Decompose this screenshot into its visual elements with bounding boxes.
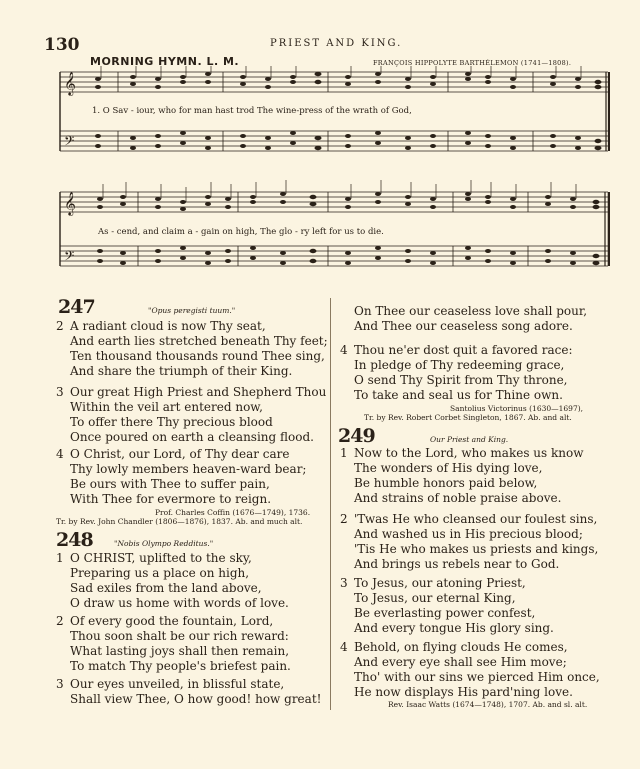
- verse-number: 3: [56, 385, 64, 399]
- verse-line: With Thee for evermore to reign.: [70, 491, 272, 506]
- hymn-number-249: 249: [338, 425, 375, 447]
- verse-line: O send Thy Spirit from Thy throne,: [354, 372, 568, 387]
- verse-line: The wonders of His dying love,: [354, 460, 543, 475]
- verse-number: 4: [340, 343, 348, 357]
- verse-line: To offer there Thy precious blood: [70, 414, 273, 429]
- tune-name: MORNING HYMN. L. M.: [90, 55, 240, 68]
- verse-number: 2: [56, 319, 64, 333]
- hymn-number-247: 247: [58, 296, 95, 318]
- hymn-248-verse-4: [340, 343, 573, 403]
- verse-line: He now displays His pard'ning love.: [354, 684, 573, 699]
- verse-line: And brings us rebels near to God.: [354, 556, 560, 571]
- hymn-248-verse-3-cont: [340, 304, 587, 334]
- verse-line: And strains of noble praise above.: [354, 490, 562, 505]
- composer: FRANÇOIS HIPPOLYTE BARTHÉLEMON (1741—1808).: [373, 59, 572, 67]
- verse-line: To match Thy people's briefest pain.: [70, 658, 291, 673]
- hymn-247-attribution-2: Tr. by Rev. John Chandler (1806—1876), 1837. Ab. and much alt.: [56, 517, 303, 526]
- svg-text:𝄞: 𝄞: [64, 191, 76, 215]
- svg-text:𝄢: 𝄢: [64, 133, 75, 152]
- verse-line: And share the triumph of their King.: [70, 363, 293, 378]
- hymn-249-verse-3: [340, 576, 554, 636]
- verse-line: To Jesus, our atoning Priest,: [354, 576, 526, 590]
- hymn-number-248: 248: [56, 529, 93, 551]
- hymn-248-latin-title: "Nobis Olympo Redditus.": [114, 539, 214, 548]
- verse-line: And every eye shall see Him move;: [354, 654, 567, 669]
- lyrics-line-2: As - cend, and claim a - gain on high, The glo - ry left for us to die.: [98, 227, 384, 237]
- verse-number: 1: [340, 446, 348, 460]
- hymn-249-verse-1: [340, 446, 584, 506]
- verse-line: O draw us home with words of love.: [70, 595, 289, 610]
- verse-number: 2: [56, 614, 64, 628]
- hymn-249-title: Our Priest and King.: [430, 435, 509, 444]
- verse-line: 'Twas He who cleansed our foulest sins,: [354, 512, 598, 526]
- verse-line: To Jesus, our eternal King,: [354, 590, 516, 605]
- verse-line: Behold, on flying clouds He comes,: [354, 640, 568, 654]
- running-head: PRIEST AND KING.: [270, 38, 403, 49]
- verse-number: 3: [56, 677, 64, 691]
- verse-line: Thou soon shalt be our rich reward:: [70, 628, 289, 643]
- hymn-249-attribution: Rev. Isaac Watts (1674—1748), 1707. Ab. and sl. alt.: [388, 700, 588, 709]
- hymn-248-verse-3: [56, 677, 321, 707]
- verse-number: 4: [56, 447, 64, 461]
- svg-text:𝄢: 𝄢: [64, 248, 75, 267]
- verse-line: And earth lies stretched beneath Thy feet;: [70, 333, 328, 348]
- hymn-248-attribution-2: Tr. by Rev. Robert Corbet Singleton, 1867. Ab. and alt.: [364, 413, 572, 422]
- verse-line: What lasting joys shall then remain,: [70, 643, 290, 658]
- hymn-248-verse-1: [56, 551, 289, 611]
- verse-line: Thou ne'er dost quit a favored race:: [354, 343, 573, 357]
- verse-line: O Christ, our Lord, of Thy dear care: [70, 447, 290, 461]
- verse-line: On Thee our ceaseless love shall pour,: [354, 304, 588, 318]
- verse-line: Tho' with our sins we pierced Him once,: [354, 669, 600, 684]
- verse-line: Within the veil art entered now,: [70, 399, 263, 414]
- hymn-247-verse-3: [56, 385, 326, 445]
- hymn-249-verse-2: [340, 512, 598, 572]
- verse-line: A radiant cloud is now Thy seat,: [70, 319, 266, 333]
- lyrics-line-1: 1. O Sav - iour, who for man hast trod The wine-press of the wrath of God,: [92, 106, 412, 116]
- hymn-249-verse-4: [340, 640, 600, 700]
- verse-line: Be everlasting power confest,: [354, 605, 536, 620]
- svg-text:𝄞: 𝄞: [64, 71, 76, 95]
- verse-line: Our great High Priest and Shepherd Thou: [70, 385, 327, 399]
- verse-line: Shall view Thee, O how good! how great!: [70, 691, 322, 706]
- verse-line: Be humble honors paid below,: [354, 475, 538, 490]
- verse-line: And Thee our ceaseless song adore.: [354, 318, 573, 333]
- verse-number: 4: [340, 640, 348, 654]
- hymn-248-verse-2: [56, 614, 291, 674]
- hymn-247-attribution-1: Prof. Charles Coffin (1676—1749), 1736.: [155, 508, 311, 517]
- hymn-247-latin-title: "Opus peregisti tuum.": [148, 306, 236, 315]
- hymn-248-attribution-1: Santolius Victorinus (1630—1697),: [450, 404, 584, 413]
- verse-line: In pledge of Thy redeeming grace,: [354, 357, 565, 372]
- column-divider: [330, 298, 331, 710]
- hymn-247-verse-4: [56, 447, 306, 507]
- verse-number: 3: [340, 576, 348, 590]
- page-number: 130: [44, 35, 80, 55]
- verse-line: Thy lowly members heaven-ward bear;: [70, 461, 307, 476]
- verse-number: 1: [56, 551, 64, 565]
- hymn-247-verse-2: [56, 319, 328, 379]
- verse-line: Our eyes unveiled, in blissful state,: [70, 677, 285, 691]
- verse-line: And washed us in His precious blood;: [354, 526, 583, 541]
- verse-line: Ten thousand thousands round Thee sing,: [70, 348, 325, 363]
- verse-number: 2: [340, 512, 348, 526]
- verse-line: Of every good the fountain, Lord,: [70, 614, 274, 628]
- verse-line: Be ours with Thee to suffer pain,: [70, 476, 270, 491]
- verse-line: And every tongue His glory sing.: [354, 620, 554, 635]
- verse-line: O CHRIST, uplifted to the sky,: [70, 551, 252, 565]
- verse-line: To take and seal us for Thine own.: [354, 387, 563, 402]
- music-system-2: [58, 180, 610, 272]
- verse-line: Once poured on earth a cleansing flood.: [70, 429, 314, 444]
- verse-line: Sad exiles from the land above,: [70, 580, 262, 595]
- verse-line: 'Tis He who makes us priests and kings,: [354, 541, 599, 556]
- verse-line: Now to the Lord, who makes us know: [354, 446, 584, 460]
- verse-line: Preparing us a place on high,: [70, 565, 250, 580]
